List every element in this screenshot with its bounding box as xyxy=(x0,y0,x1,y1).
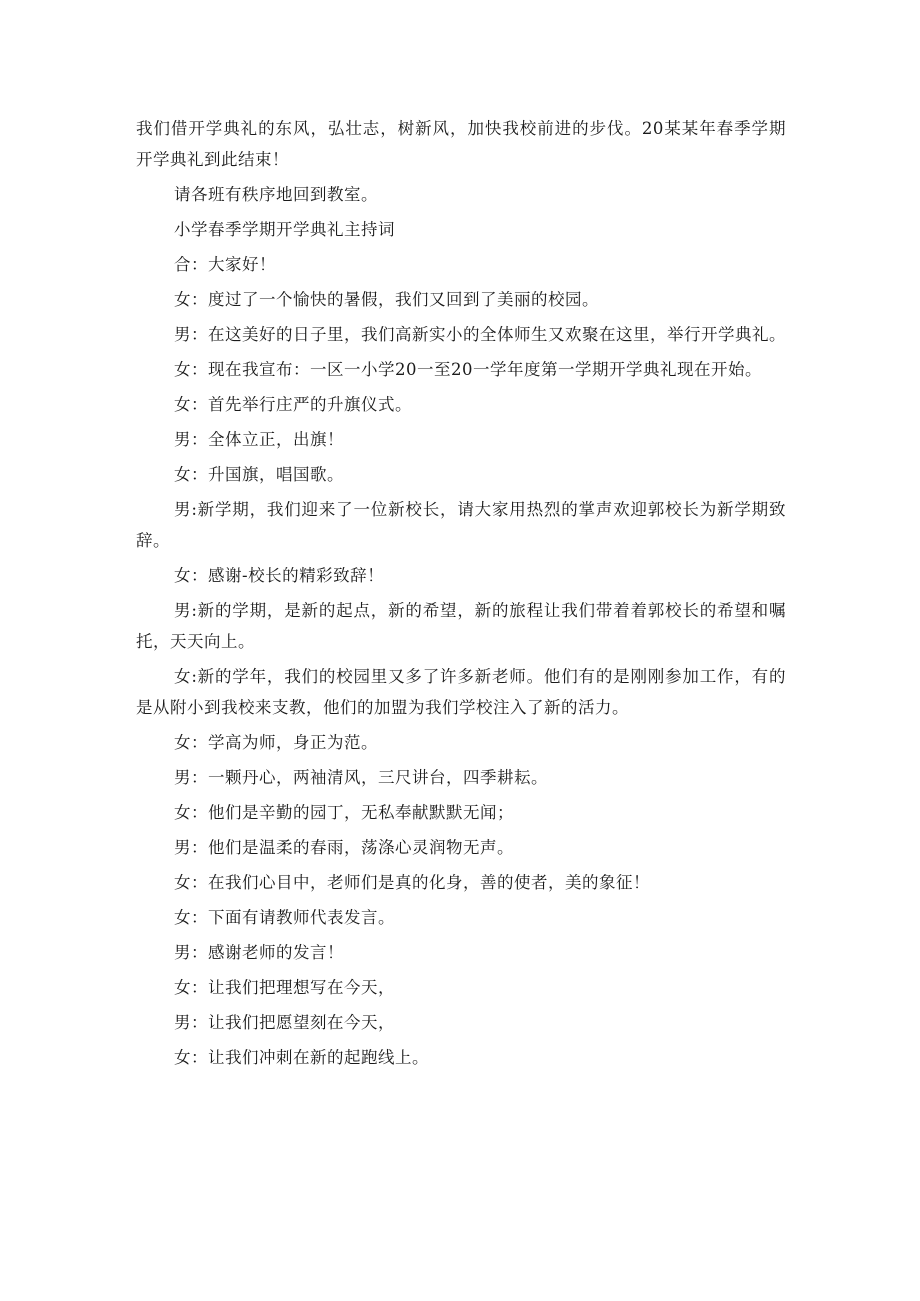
paragraph: 女：现在我宣布：一区一小学20一至20一学年度第一学期开学典礼现在开始。 xyxy=(174,360,762,379)
document-body xyxy=(136,113,786,1073)
paragraph: 请各班有秩序地回到教室。 xyxy=(174,185,378,204)
paragraph: 男：全体立正，出旗！ xyxy=(174,430,344,449)
paragraph: 女：让我们冲刺在新的起跑线上。 xyxy=(174,1048,429,1067)
paragraph: 女：下面有请教师代表发言。 xyxy=(174,908,395,927)
paragraph: 女：在我们心目中，老师们是真的化身，善的使者，美的象征！ xyxy=(174,873,650,892)
paragraph: 男：他们是温柔的春雨，荡涤心灵润物无声。 xyxy=(174,838,514,857)
paragraph: 女：度过了一个愉快的暑假，我们又回到了美丽的校园。 xyxy=(174,290,599,309)
paragraph: 合：大家好！ xyxy=(174,255,276,274)
paragraph: 男:新的学期，是新的起点，新的希望，新的旅程让我们带着着郭校长的希望和嘱托，天天向上。 xyxy=(136,601,786,651)
paragraph: 男：让我们把愿望刻在今天， xyxy=(174,1013,395,1032)
paragraph: 我们借开学典礼的东风，弘壮志，树新风，加快我校前进的步伐。20某某年春季学期开学典礼到此结束！ xyxy=(136,119,786,169)
paragraph: 女：让我们把理想写在今天， xyxy=(174,978,395,997)
paragraph: 女：学高为师，身正为范。 xyxy=(174,733,378,752)
paragraph: 女:新的学年，我们的校园里又多了许多新老师。他们有的是刚刚参加工作，有的是从附小到我校来支教，他们的加盟为我们学校注入了新的活力。 xyxy=(136,667,786,717)
paragraph: 女：首先举行庄严的升旗仪式。 xyxy=(174,395,412,414)
paragraph: 男：在这美好的日子里，我们高新实小的全体师生又欢聚在这里，举行开学典礼。 xyxy=(174,325,786,344)
paragraph: 女：感谢-校长的精彩致辞！ xyxy=(174,566,385,585)
paragraph: 男：一颗丹心，两袖清风，三尺讲台，四季耕耘。 xyxy=(174,768,548,787)
paragraph: 小学春季学期开学典礼主持词 xyxy=(174,220,395,239)
paragraph: 男:新学期，我们迎来了一位新校长，请大家用热烈的掌声欢迎郭校长为新学期致辞。 xyxy=(136,500,786,550)
paragraph: 男：感谢老师的发言！ xyxy=(174,943,344,962)
paragraph: 女：他们是辛勤的园丁，无私奉献默默无闻； xyxy=(174,803,514,822)
paragraph: 女：升国旗，唱国歌。 xyxy=(174,465,344,484)
